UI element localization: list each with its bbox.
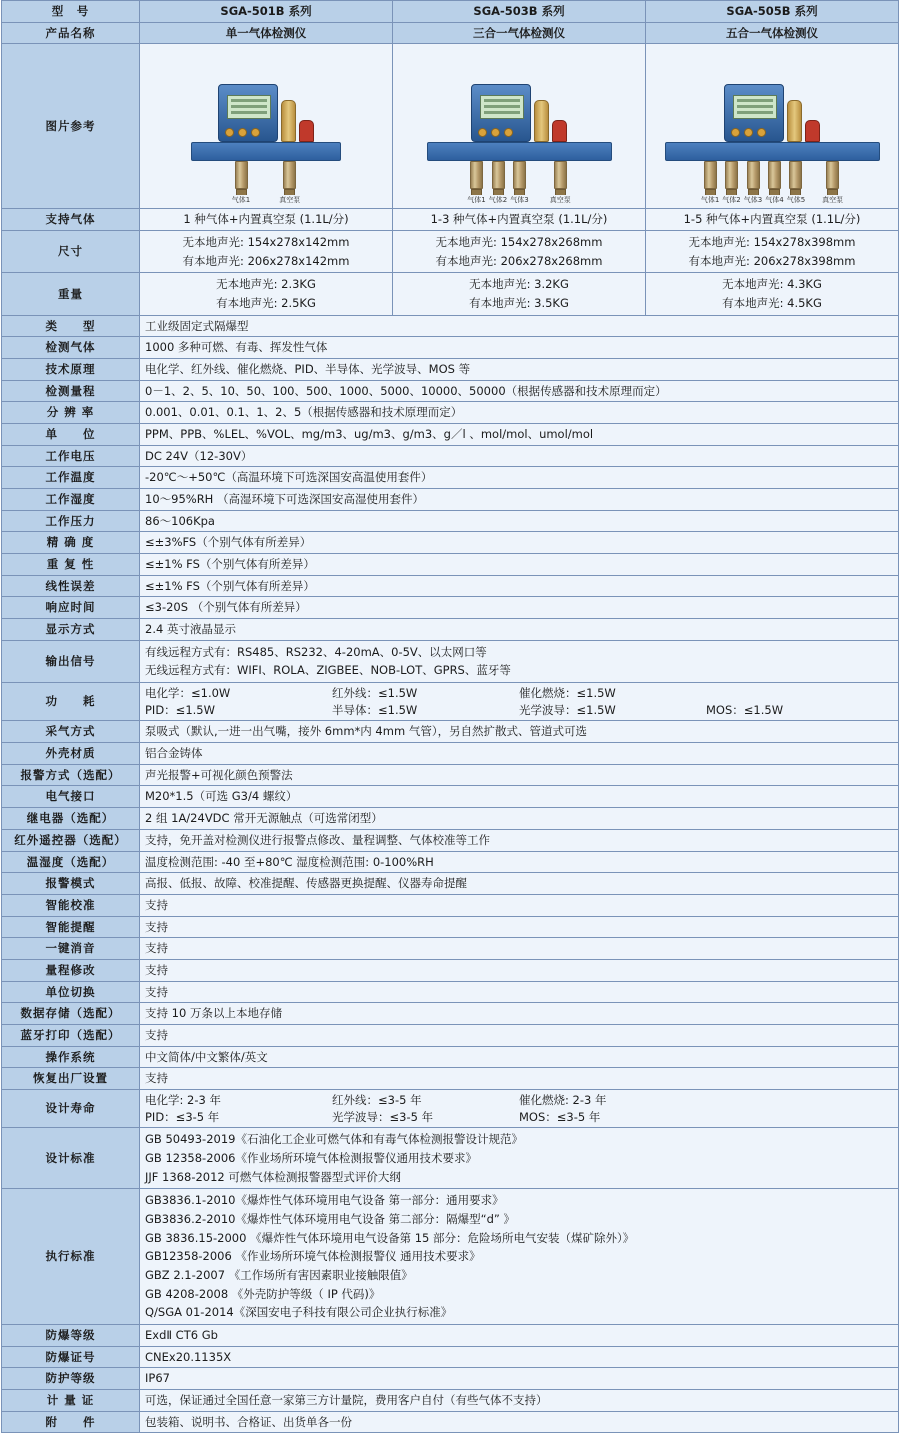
row-label-design-standard: 设计标准 bbox=[2, 1128, 140, 1189]
manifold-icon bbox=[665, 142, 880, 161]
standard-line: GBZ 2.1-2007 《工作场所有害因素职业接触限值》 bbox=[145, 1267, 413, 1282]
detector-enclosure-icon bbox=[218, 84, 278, 142]
table-row-output bbox=[2, 640, 899, 682]
support-gas-1: 1 种气体+内置真空泵 (1.1L/分) bbox=[140, 209, 393, 231]
repeat-value: ≤±1% FS（个别气体有所差异） bbox=[140, 554, 899, 576]
table-row-detect-gas bbox=[2, 337, 899, 359]
alarm-mode-value: 高报、低报、故障、校准提醒、传感器更换提醒、仪器寿命提醒 bbox=[140, 873, 899, 895]
unit-switch-value: 支持 bbox=[140, 981, 899, 1003]
row-label-product-name: 产品名称 bbox=[2, 22, 140, 44]
size-1 bbox=[140, 231, 393, 273]
row-label-bt-print: 蓝牙打印（选配） bbox=[2, 1024, 140, 1046]
linearity-value: ≤±1% FS（个别气体有所差异） bbox=[140, 575, 899, 597]
ex-level-value: ExdⅡ CT6 Gb bbox=[140, 1324, 899, 1346]
os-value: 中文简体/中文繁体/英文 bbox=[140, 1046, 899, 1068]
power-item: 电化学：≤1.0W bbox=[145, 686, 231, 701]
row-label-type: 类 型 bbox=[2, 315, 140, 337]
weight-no-alarm: 无本地声光: 2.3KG bbox=[216, 277, 316, 292]
table-row-pressure bbox=[2, 510, 899, 532]
table-row-design-life bbox=[2, 1089, 899, 1127]
table-row-model bbox=[2, 1, 899, 23]
device-image-1 bbox=[140, 44, 393, 209]
row-label-unit-switch: 单位切换 bbox=[2, 981, 140, 1003]
product-name-3: 五合一气体检测仪 bbox=[646, 22, 899, 44]
shell-value: 铝合金铸体 bbox=[140, 743, 899, 765]
table-row-metering-cert bbox=[2, 1389, 899, 1411]
smart-remind-value: 支持 bbox=[140, 916, 899, 938]
weight-with-alarm: 有本地声光: 2.5KG bbox=[216, 296, 316, 311]
table-row-repeat bbox=[2, 554, 899, 576]
row-label-display: 显示方式 bbox=[2, 619, 140, 641]
device-image-2 bbox=[393, 44, 646, 209]
alarm-light-icon bbox=[299, 120, 314, 142]
pump-capsule-icon bbox=[534, 100, 549, 142]
table-row-exec-standard bbox=[2, 1189, 899, 1325]
voltage-value: DC 24V（12-30V） bbox=[140, 445, 899, 467]
display-screen-icon bbox=[733, 95, 777, 119]
table-row-ex-cert bbox=[2, 1346, 899, 1368]
standard-line: GB 50493-2019《石油化工企业可燃气体和有毒气体检测报警设计规范》 bbox=[145, 1132, 523, 1147]
row-label-temp: 工作温度 bbox=[2, 467, 140, 489]
accessories-value: 包装箱、说明书、合格证、出货单各一份 bbox=[140, 1411, 899, 1433]
image-caption: 气体3 bbox=[510, 196, 529, 205]
row-label-design-life: 设计寿命 bbox=[2, 1089, 140, 1127]
size-with-alarm: 有本地声光: 206x278x398mm bbox=[688, 253, 856, 268]
image-caption: 气体2 bbox=[722, 196, 741, 205]
power-value bbox=[140, 683, 899, 721]
standard-line: GB 4208-2008 《外壳防护等级（ IP 代码)》 bbox=[145, 1286, 381, 1301]
pressure-value: 86～106Kpa bbox=[140, 510, 899, 532]
size-with-alarm: 有本地声光: 206x278x268mm bbox=[435, 253, 603, 268]
weight-1 bbox=[140, 273, 393, 315]
table-row-temp-humi bbox=[2, 851, 899, 873]
output-wireless: 无线远程方式有：WIFI、ROLA、ZIGBEE、NOB-LOT、GPRS、蓝牙等 bbox=[145, 663, 511, 678]
table-row-size bbox=[2, 231, 899, 273]
table-row-alarm-mode bbox=[2, 873, 899, 895]
specification-table bbox=[1, 0, 899, 1433]
row-label-data-storage: 数据存储（选配） bbox=[2, 1003, 140, 1025]
weight-with-alarm: 有本地声光: 4.5KG bbox=[722, 296, 822, 311]
relay-value: 2 组 1A/24VDC 常开无源触点（可选常闭型） bbox=[140, 808, 899, 830]
table-row-resolution bbox=[2, 402, 899, 424]
model-header-2: SGA-503B 系列 bbox=[393, 1, 646, 23]
range-value: 0－1、2、5、10、50、100、500、1000、5000、10000、50000（根据传感器和技术原理而定） bbox=[140, 380, 899, 402]
row-label-electric-port: 电气接口 bbox=[2, 786, 140, 808]
size-no-alarm: 无本地声光: 154x278x142mm bbox=[182, 235, 350, 250]
row-label-remote: 红外遥控器（选配） bbox=[2, 829, 140, 851]
size-with-alarm: 有本地声光: 206x278x142mm bbox=[182, 253, 350, 268]
row-label-factory-reset: 恢复出厂设置 bbox=[2, 1068, 140, 1090]
table-row-temp bbox=[2, 467, 899, 489]
table-row-support-gas bbox=[2, 209, 899, 231]
row-label-resolution: 分 辨 率 bbox=[2, 402, 140, 424]
table-row-range-modify bbox=[2, 959, 899, 981]
design-standard-value bbox=[140, 1128, 899, 1189]
row-label-detect-gas: 检测气体 bbox=[2, 337, 140, 359]
size-no-alarm: 无本地声光: 154x278x398mm bbox=[688, 235, 856, 250]
table-row-electric-port bbox=[2, 786, 899, 808]
bt-print-value: 支持 bbox=[140, 1024, 899, 1046]
table-row-type bbox=[2, 315, 899, 337]
power-item: 光学波导：≤1.5W bbox=[519, 702, 616, 717]
design-life-item: 催化燃烧: 2-3 年 bbox=[519, 1092, 607, 1107]
table-row-smart-remind bbox=[2, 916, 899, 938]
sampling-value: 泵吸式（默认,一进一出气嘴，接外 6mm*内 4mm 气管），另自然扩散式、管道式可选 bbox=[140, 721, 899, 743]
size-3 bbox=[646, 231, 899, 273]
image-caption: 气体5 bbox=[786, 196, 806, 205]
power-item bbox=[706, 685, 893, 702]
image-caption: 气体3 bbox=[743, 196, 763, 205]
table-row-humidity bbox=[2, 489, 899, 511]
table-row-range bbox=[2, 380, 899, 402]
table-row-accuracy bbox=[2, 532, 899, 554]
table-row-os bbox=[2, 1046, 899, 1068]
standard-line: Q/SGA 01-2014《深国安电子科技有限公司企业执行标准》 bbox=[145, 1305, 453, 1320]
design-life-item: 红外线：≤3-5 年 bbox=[332, 1092, 422, 1107]
size-2 bbox=[393, 231, 646, 273]
product-name-2: 三合一气体检测仪 bbox=[393, 22, 646, 44]
standard-line: JJF 1368-2012 可燃气体检测报警器型式评价大纲 bbox=[145, 1169, 401, 1184]
display-screen-icon bbox=[227, 95, 271, 119]
support-gas-2: 1-3 种气体+内置真空泵 (1.1L/分) bbox=[393, 209, 646, 231]
smart-cal-value: 支持 bbox=[140, 894, 899, 916]
table-row-design-standard bbox=[2, 1128, 899, 1189]
standard-line: GB 3836.15-2000 《爆炸性气体环境用电气设备第 15 部分：危险场所电气安装（煤矿除外）》 bbox=[145, 1230, 635, 1245]
table-row-ex-level bbox=[2, 1324, 899, 1346]
electric-port-value: M20*1.5（可选 G3/4 螺纹） bbox=[140, 786, 899, 808]
row-label-one-key-mute: 一键消音 bbox=[2, 938, 140, 960]
size-no-alarm: 无本地声光: 154x278x268mm bbox=[435, 235, 603, 250]
design-life-item bbox=[706, 1109, 893, 1126]
manifold-icon bbox=[427, 142, 612, 161]
row-label-support-gas: 支持气体 bbox=[2, 209, 140, 231]
table-row-linearity bbox=[2, 575, 899, 597]
power-item: 半导体：≤1.5W bbox=[332, 702, 418, 717]
row-label-range: 检测量程 bbox=[2, 380, 140, 402]
design-life-item: 光学波导：≤3-5 年 bbox=[332, 1109, 434, 1124]
product-name-1: 单一气体检测仪 bbox=[140, 22, 393, 44]
row-label-humidity: 工作湿度 bbox=[2, 489, 140, 511]
ip-level-value: IP67 bbox=[140, 1368, 899, 1390]
temp-value: -20℃～+50℃（高温环境下可选深国安高温使用套件） bbox=[140, 467, 899, 489]
table-row-unit bbox=[2, 424, 899, 446]
row-label-temp-humi: 温湿度（选配） bbox=[2, 851, 140, 873]
image-caption: 气体1 bbox=[700, 196, 720, 205]
type-value: 工业级固定式隔爆型 bbox=[140, 315, 899, 337]
remote-value: 支持，免开盖对检测仪进行报警点修改、量程调整、气体校准等工作 bbox=[140, 829, 899, 851]
design-life-item: MOS：≤3-5 年 bbox=[519, 1109, 601, 1124]
table-row-image-ref bbox=[2, 44, 899, 209]
alarm-light-icon bbox=[805, 120, 820, 142]
row-label-shell: 外壳材质 bbox=[2, 743, 140, 765]
standard-line: GB 12358-2006《作业场所环境气体检测报警仪通用技术要求》 bbox=[145, 1150, 477, 1165]
row-label-ex-level: 防爆等级 bbox=[2, 1324, 140, 1346]
power-item: MOS：≤1.5W bbox=[706, 702, 784, 717]
table-row-voltage bbox=[2, 445, 899, 467]
image-caption: 气体1 bbox=[467, 196, 486, 205]
row-label-linearity: 线性误差 bbox=[2, 575, 140, 597]
table-row-product-name bbox=[2, 22, 899, 44]
row-label-repeat: 重 复 性 bbox=[2, 554, 140, 576]
pump-capsule-icon bbox=[281, 100, 296, 142]
table-row-principle bbox=[2, 359, 899, 381]
principle-value: 电化学、红外线、催化燃烧、PID、半导体、光学波导、MOS 等 bbox=[140, 359, 899, 381]
design-life-value bbox=[140, 1089, 899, 1127]
output-wired: 有线远程方式有：RS485、RS232、4-20mA、0-5V、以太网口等 bbox=[145, 644, 487, 659]
table-row-response bbox=[2, 597, 899, 619]
row-label-model: 型 号 bbox=[2, 1, 140, 23]
row-label-pressure: 工作压力 bbox=[2, 510, 140, 532]
table-row-one-key-mute bbox=[2, 938, 899, 960]
image-caption: 真空泵 bbox=[279, 196, 301, 205]
display-value: 2.4 英寸液晶显示 bbox=[140, 619, 899, 641]
unit-value: PPM、PPB、%LEL、%VOL、mg/m3、ug/m3、g/m3、g／l 、mol/mol、umol/mol bbox=[140, 424, 899, 446]
row-label-exec-standard: 执行标准 bbox=[2, 1189, 140, 1325]
weight-with-alarm: 有本地声光: 3.5KG bbox=[469, 296, 569, 311]
alarm-way-value: 声光报警+可视化颜色预警法 bbox=[140, 764, 899, 786]
row-label-ex-cert: 防爆证号 bbox=[2, 1346, 140, 1368]
data-storage-value: 支持 10 万条以上本地存储 bbox=[140, 1003, 899, 1025]
image-caption: 真空泵 bbox=[822, 196, 844, 205]
image-caption: 气体4 bbox=[765, 196, 784, 205]
factory-reset-value: 支持 bbox=[140, 1068, 899, 1090]
image-caption: 气体2 bbox=[488, 196, 508, 205]
row-label-principle: 技术原理 bbox=[2, 359, 140, 381]
row-label-unit: 单 位 bbox=[2, 424, 140, 446]
table-row-shell bbox=[2, 743, 899, 765]
table-row-ip-level bbox=[2, 1368, 899, 1390]
output-value bbox=[140, 640, 899, 682]
alarm-light-icon bbox=[552, 120, 567, 142]
table-row-display bbox=[2, 619, 899, 641]
image-caption: 气体1 bbox=[231, 196, 251, 205]
detect-gas-value: 1000 多种可燃、有毒、挥发性气体 bbox=[140, 337, 899, 359]
power-item: 催化燃烧：≤1.5W bbox=[519, 686, 616, 701]
detector-enclosure-icon bbox=[724, 84, 784, 142]
row-label-smart-remind: 智能提醒 bbox=[2, 916, 140, 938]
weight-no-alarm: 无本地声光: 3.2KG bbox=[469, 277, 569, 292]
metering-cert-value: 可选，保证通过全国任意一家第三方计量院，费用客户自付（有些气体不支持） bbox=[140, 1389, 899, 1411]
standard-line: GB12358-2006 《作业场所环境气体检测报警仪 通用技术要求》 bbox=[145, 1249, 481, 1264]
power-item: 红外线：≤1.5W bbox=[332, 686, 418, 701]
weight-3 bbox=[646, 273, 899, 315]
pump-capsule-icon bbox=[787, 100, 802, 142]
row-label-os: 操作系统 bbox=[2, 1046, 140, 1068]
accuracy-value: ≤±3%FS（个别气体有所差异） bbox=[140, 532, 899, 554]
row-label-accessories: 附 件 bbox=[2, 1411, 140, 1433]
table-row-bt-print bbox=[2, 1024, 899, 1046]
row-label-power: 功 耗 bbox=[2, 683, 140, 721]
row-label-relay: 继电器（选配） bbox=[2, 808, 140, 830]
row-label-image-ref: 图片参考 bbox=[2, 44, 140, 209]
row-label-weight: 重量 bbox=[2, 273, 140, 315]
design-life-item bbox=[706, 1092, 893, 1109]
exec-standard-value bbox=[140, 1189, 899, 1325]
one-key-mute-value: 支持 bbox=[140, 938, 899, 960]
manifold-icon bbox=[191, 142, 341, 161]
row-label-accuracy: 精 确 度 bbox=[2, 532, 140, 554]
row-label-metering-cert: 计 量 证 bbox=[2, 1389, 140, 1411]
table-row-alarm-way bbox=[2, 764, 899, 786]
row-label-sampling: 采气方式 bbox=[2, 721, 140, 743]
device-image-3 bbox=[646, 44, 899, 209]
table-row-smart-cal bbox=[2, 894, 899, 916]
table-row-accessories bbox=[2, 1411, 899, 1433]
row-label-range-modify: 量程修改 bbox=[2, 959, 140, 981]
ex-cert-value: CNEx20.1135X bbox=[140, 1346, 899, 1368]
support-gas-3: 1-5 种气体+内置真空泵 (1.1L/分) bbox=[646, 209, 899, 231]
standard-line: GB3836.1-2010《爆炸性气体环境用电气设备 第一部分：通用要求》 bbox=[145, 1193, 504, 1208]
design-life-item: PID：≤3-5 年 bbox=[145, 1109, 220, 1124]
row-label-ip-level: 防护等级 bbox=[2, 1368, 140, 1390]
row-label-voltage: 工作电压 bbox=[2, 445, 140, 467]
standard-line: GB3836.2-2010《爆炸性气体环境用电气设备 第二部分：隔爆型“d” 》 bbox=[145, 1211, 515, 1226]
power-item: PID：≤1.5W bbox=[145, 702, 215, 717]
design-life-item: 电化学: 2-3 年 bbox=[145, 1092, 221, 1107]
row-label-smart-cal: 智能校准 bbox=[2, 894, 140, 916]
model-header-1: SGA-501B 系列 bbox=[140, 1, 393, 23]
weight-no-alarm: 无本地声光: 4.3KG bbox=[722, 277, 822, 292]
row-label-alarm-way: 报警方式（选配） bbox=[2, 764, 140, 786]
row-label-response: 响应时间 bbox=[2, 597, 140, 619]
temp-humi-value: 温度检测范围: -40 至+80℃ 湿度检测范围: 0-100%RH bbox=[140, 851, 899, 873]
image-caption: 真空泵 bbox=[549, 196, 571, 205]
humidity-value: 10～95%RH （高湿环境下可选深国安高湿使用套件） bbox=[140, 489, 899, 511]
weight-2 bbox=[393, 273, 646, 315]
table-row-weight bbox=[2, 273, 899, 315]
table-row-unit-switch bbox=[2, 981, 899, 1003]
table-row-data-storage bbox=[2, 1003, 899, 1025]
model-header-3: SGA-505B 系列 bbox=[646, 1, 899, 23]
table-row-sampling bbox=[2, 721, 899, 743]
row-label-output: 输出信号 bbox=[2, 640, 140, 682]
table-row-relay bbox=[2, 808, 899, 830]
display-screen-icon bbox=[480, 95, 524, 119]
range-modify-value: 支持 bbox=[140, 959, 899, 981]
row-label-alarm-mode: 报警模式 bbox=[2, 873, 140, 895]
table-row-power bbox=[2, 683, 899, 721]
detector-enclosure-icon bbox=[471, 84, 531, 142]
response-value: ≤3-20S （个别气体有所差异） bbox=[140, 597, 899, 619]
table-row-factory-reset bbox=[2, 1068, 899, 1090]
table-row-remote bbox=[2, 829, 899, 851]
row-label-size: 尺寸 bbox=[2, 231, 140, 273]
resolution-value: 0.001、0.01、0.1、1、2、5（根据传感器和技术原理而定） bbox=[140, 402, 899, 424]
